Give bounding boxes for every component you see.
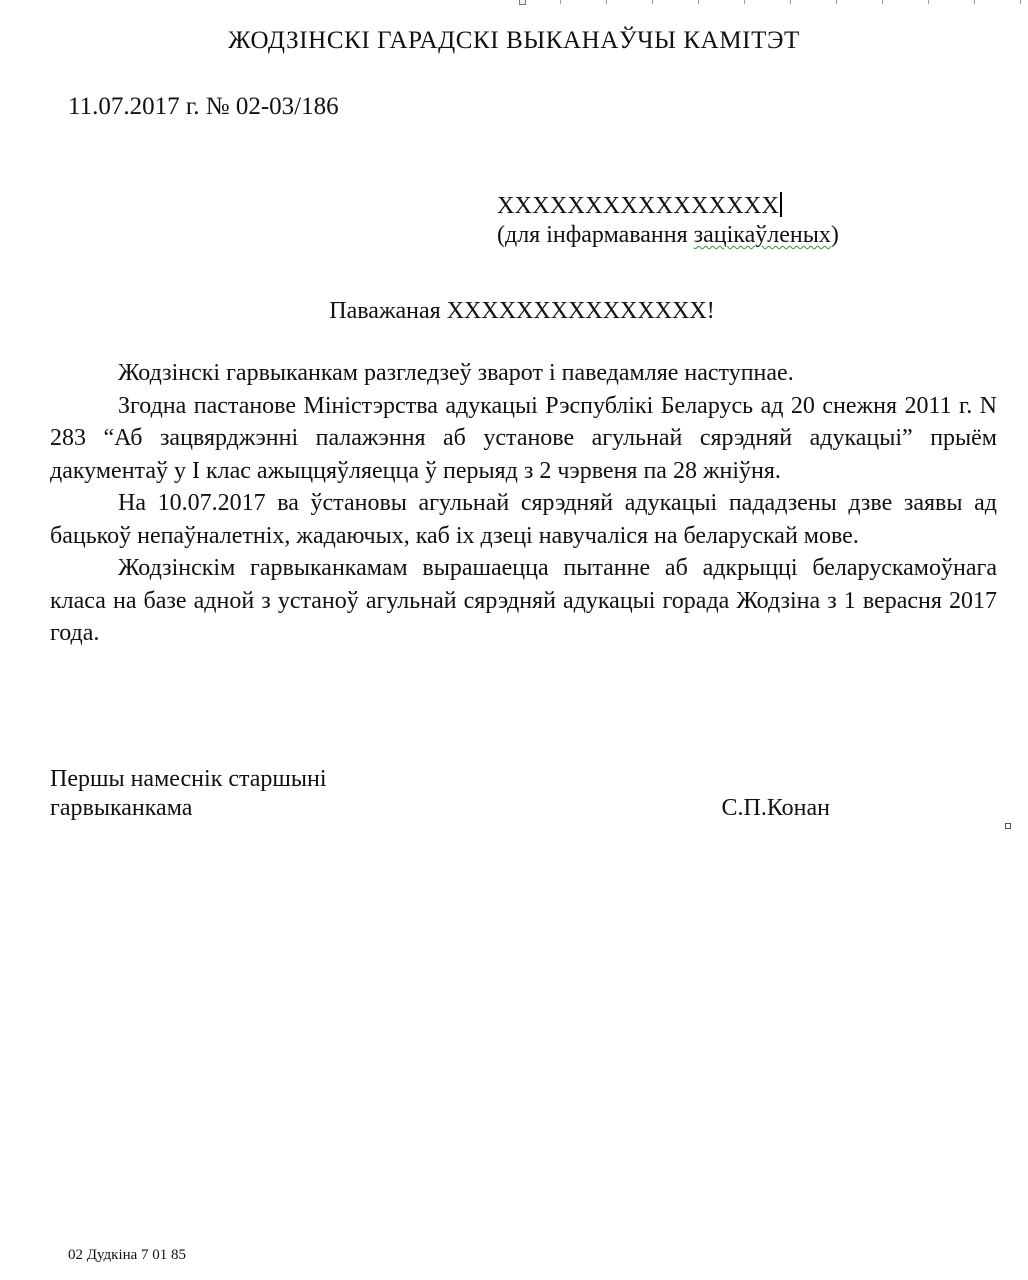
signatory-name: С.П.Конан <box>721 795 830 821</box>
body-paragraph: Згодна пастанове Міністэрства адукацыі Рэспублікі Беларусь ад 20 снежня 2011 г. N 283 “Аб зацвярджэнні палажэння аб установе агульнай сярэдняй адукацыі” прыём дакументаў у І клас ажыццяўляецца ў перыяд з 2 чэрвеня па 28 жніўня. <box>50 392 997 484</box>
signature-block <box>50 765 830 823</box>
salutation: Паважаная XXXXXXXXXXXXXXX! <box>329 298 715 324</box>
body-paragraph: Жодзінскі гарвыканкам разгледзеў зварот і паведамляе наступнае. <box>118 360 794 386</box>
signatory-position-line1: Першы намеснік старшыні <box>50 766 327 792</box>
spellcheck-flagged-word[interactable]: зацікаўленых <box>693 222 831 248</box>
ruler-tick <box>652 0 653 4</box>
executor-footnote: 02 Дудкіна 7 01 85 <box>68 1247 187 1263</box>
addressee-name[interactable]: XXXXXXXXXXXXXXXX <box>497 193 780 219</box>
ruler-tick <box>836 0 837 4</box>
ruler-tick <box>928 0 929 4</box>
ruler-tick <box>974 0 975 4</box>
signatory-position-line2: гарвыканкама <box>50 795 193 821</box>
body-paragraph: На 10.07.2017 ва ўстановы агульнай сярэдняй адукацыі пададзены дзве заявы ад бацькоў непаўналетніх, жадаючых, каб іх дзеці навучаліся на беларускай мове. <box>50 490 997 549</box>
text-cursor <box>780 192 782 217</box>
letter-body <box>50 357 997 650</box>
ruler-tick <box>560 0 561 4</box>
ruler-tick <box>1020 0 1021 4</box>
ruler-tick <box>606 0 607 4</box>
addressee-block[interactable] <box>497 192 839 250</box>
ruler-tick <box>744 0 745 4</box>
resize-handle[interactable] <box>1005 823 1011 829</box>
ruler-indent-marker[interactable] <box>519 0 526 5</box>
addressee-note <box>497 221 839 250</box>
addressee-note-start: (для інфармавання <box>497 222 694 248</box>
ruler-tick <box>790 0 791 4</box>
ruler-tick <box>698 0 699 4</box>
ruler-strip <box>0 0 1028 5</box>
ruler-tick <box>882 0 883 4</box>
reference-number: 11.07.2017 г. № 02-03/186 <box>68 93 339 120</box>
body-paragraph: Жодзінскім гарвыканкамам вырашаецца пытанне аб адкрыцці беларускамоўнага класа на базе адной з устаноў агульнай сярэдняй адукацыі горада Жодзіна з 1 верасня 2017 года. <box>50 555 997 646</box>
addressee-note-end: ) <box>830 222 839 248</box>
organization-title: ЖОДЗІНСКІ ГАРАДСКІ ВЫКАНАЎЧЫ КАМІТЭТ <box>228 27 800 54</box>
